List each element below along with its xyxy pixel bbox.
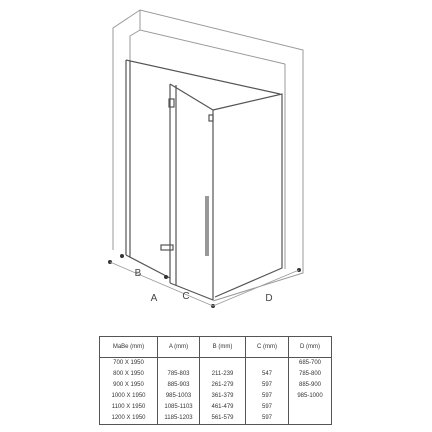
wall-edge-left bbox=[130, 30, 285, 64]
label-d: D bbox=[265, 293, 273, 304]
measure-dot bbox=[120, 254, 124, 258]
table-row bbox=[100, 380, 332, 391]
cell-b: 261-279 bbox=[200, 380, 246, 391]
cell-a: 985-1003 bbox=[158, 391, 200, 402]
label-c: C bbox=[182, 291, 190, 302]
cell-d: 885-900 bbox=[289, 380, 332, 391]
cell-a: 785-803 bbox=[158, 369, 200, 380]
dim-line-a bbox=[110, 262, 213, 306]
label-a: A bbox=[150, 293, 158, 304]
cell-a: 885-903 bbox=[158, 380, 200, 391]
floor-line bbox=[126, 255, 170, 278]
cell-b bbox=[200, 358, 246, 370]
door-handle bbox=[206, 196, 208, 256]
size-table bbox=[99, 336, 332, 425]
header-size: MaBe (mm) bbox=[100, 337, 158, 358]
dim-line-d bbox=[213, 270, 299, 306]
cell-d: 785-800 bbox=[289, 369, 332, 380]
cell-size: 700 X 1950 bbox=[100, 358, 158, 370]
cell-b: 361-379 bbox=[200, 391, 246, 402]
cell-a: 1185-1203 bbox=[158, 413, 200, 425]
top-profile bbox=[126, 60, 280, 94]
header-b: B (mm) bbox=[200, 337, 246, 358]
cell-c: 597 bbox=[246, 402, 289, 413]
wall-outline bbox=[113, 10, 303, 301]
table-row bbox=[100, 391, 332, 402]
side-panel bbox=[213, 94, 282, 297]
cell-d: 685-700 bbox=[289, 358, 332, 370]
header-c: C (mm) bbox=[246, 337, 289, 358]
table-row bbox=[100, 413, 332, 425]
cell-c: 597 bbox=[246, 413, 289, 425]
measure-dot bbox=[164, 275, 168, 279]
table-header-row bbox=[100, 337, 332, 358]
cell-b: 561-579 bbox=[200, 413, 246, 425]
cell-d bbox=[289, 413, 332, 425]
table-row bbox=[100, 369, 332, 380]
cell-c: 597 bbox=[246, 391, 289, 402]
door-panel bbox=[170, 84, 213, 300]
cell-c: 547 bbox=[246, 369, 289, 380]
header-a: A (mm) bbox=[158, 337, 200, 358]
cell-size: 1000 X 1950 bbox=[100, 391, 158, 402]
cell-c bbox=[246, 358, 289, 370]
cell-d: 985-1000 bbox=[289, 391, 332, 402]
cell-size: 900 X 1950 bbox=[100, 380, 158, 391]
cell-c: 597 bbox=[246, 380, 289, 391]
cell-a: 1085-1103 bbox=[158, 402, 200, 413]
hinge-bottom bbox=[161, 245, 173, 250]
fixed-panel bbox=[126, 60, 130, 257]
table-row bbox=[100, 402, 332, 413]
header-d: D (mm) bbox=[289, 337, 332, 358]
cell-a bbox=[158, 358, 200, 370]
cell-b: 461-479 bbox=[200, 402, 246, 413]
cell-size: 1200 X 1950 bbox=[100, 413, 158, 425]
door-bottom bbox=[170, 283, 213, 300]
label-b: B bbox=[134, 268, 142, 279]
cell-b: 211-239 bbox=[200, 369, 246, 380]
table-row bbox=[100, 358, 332, 370]
cell-size: 1100 X 1950 bbox=[100, 402, 158, 413]
cell-size: 800 X 1950 bbox=[100, 369, 158, 380]
cell-d bbox=[289, 402, 332, 413]
